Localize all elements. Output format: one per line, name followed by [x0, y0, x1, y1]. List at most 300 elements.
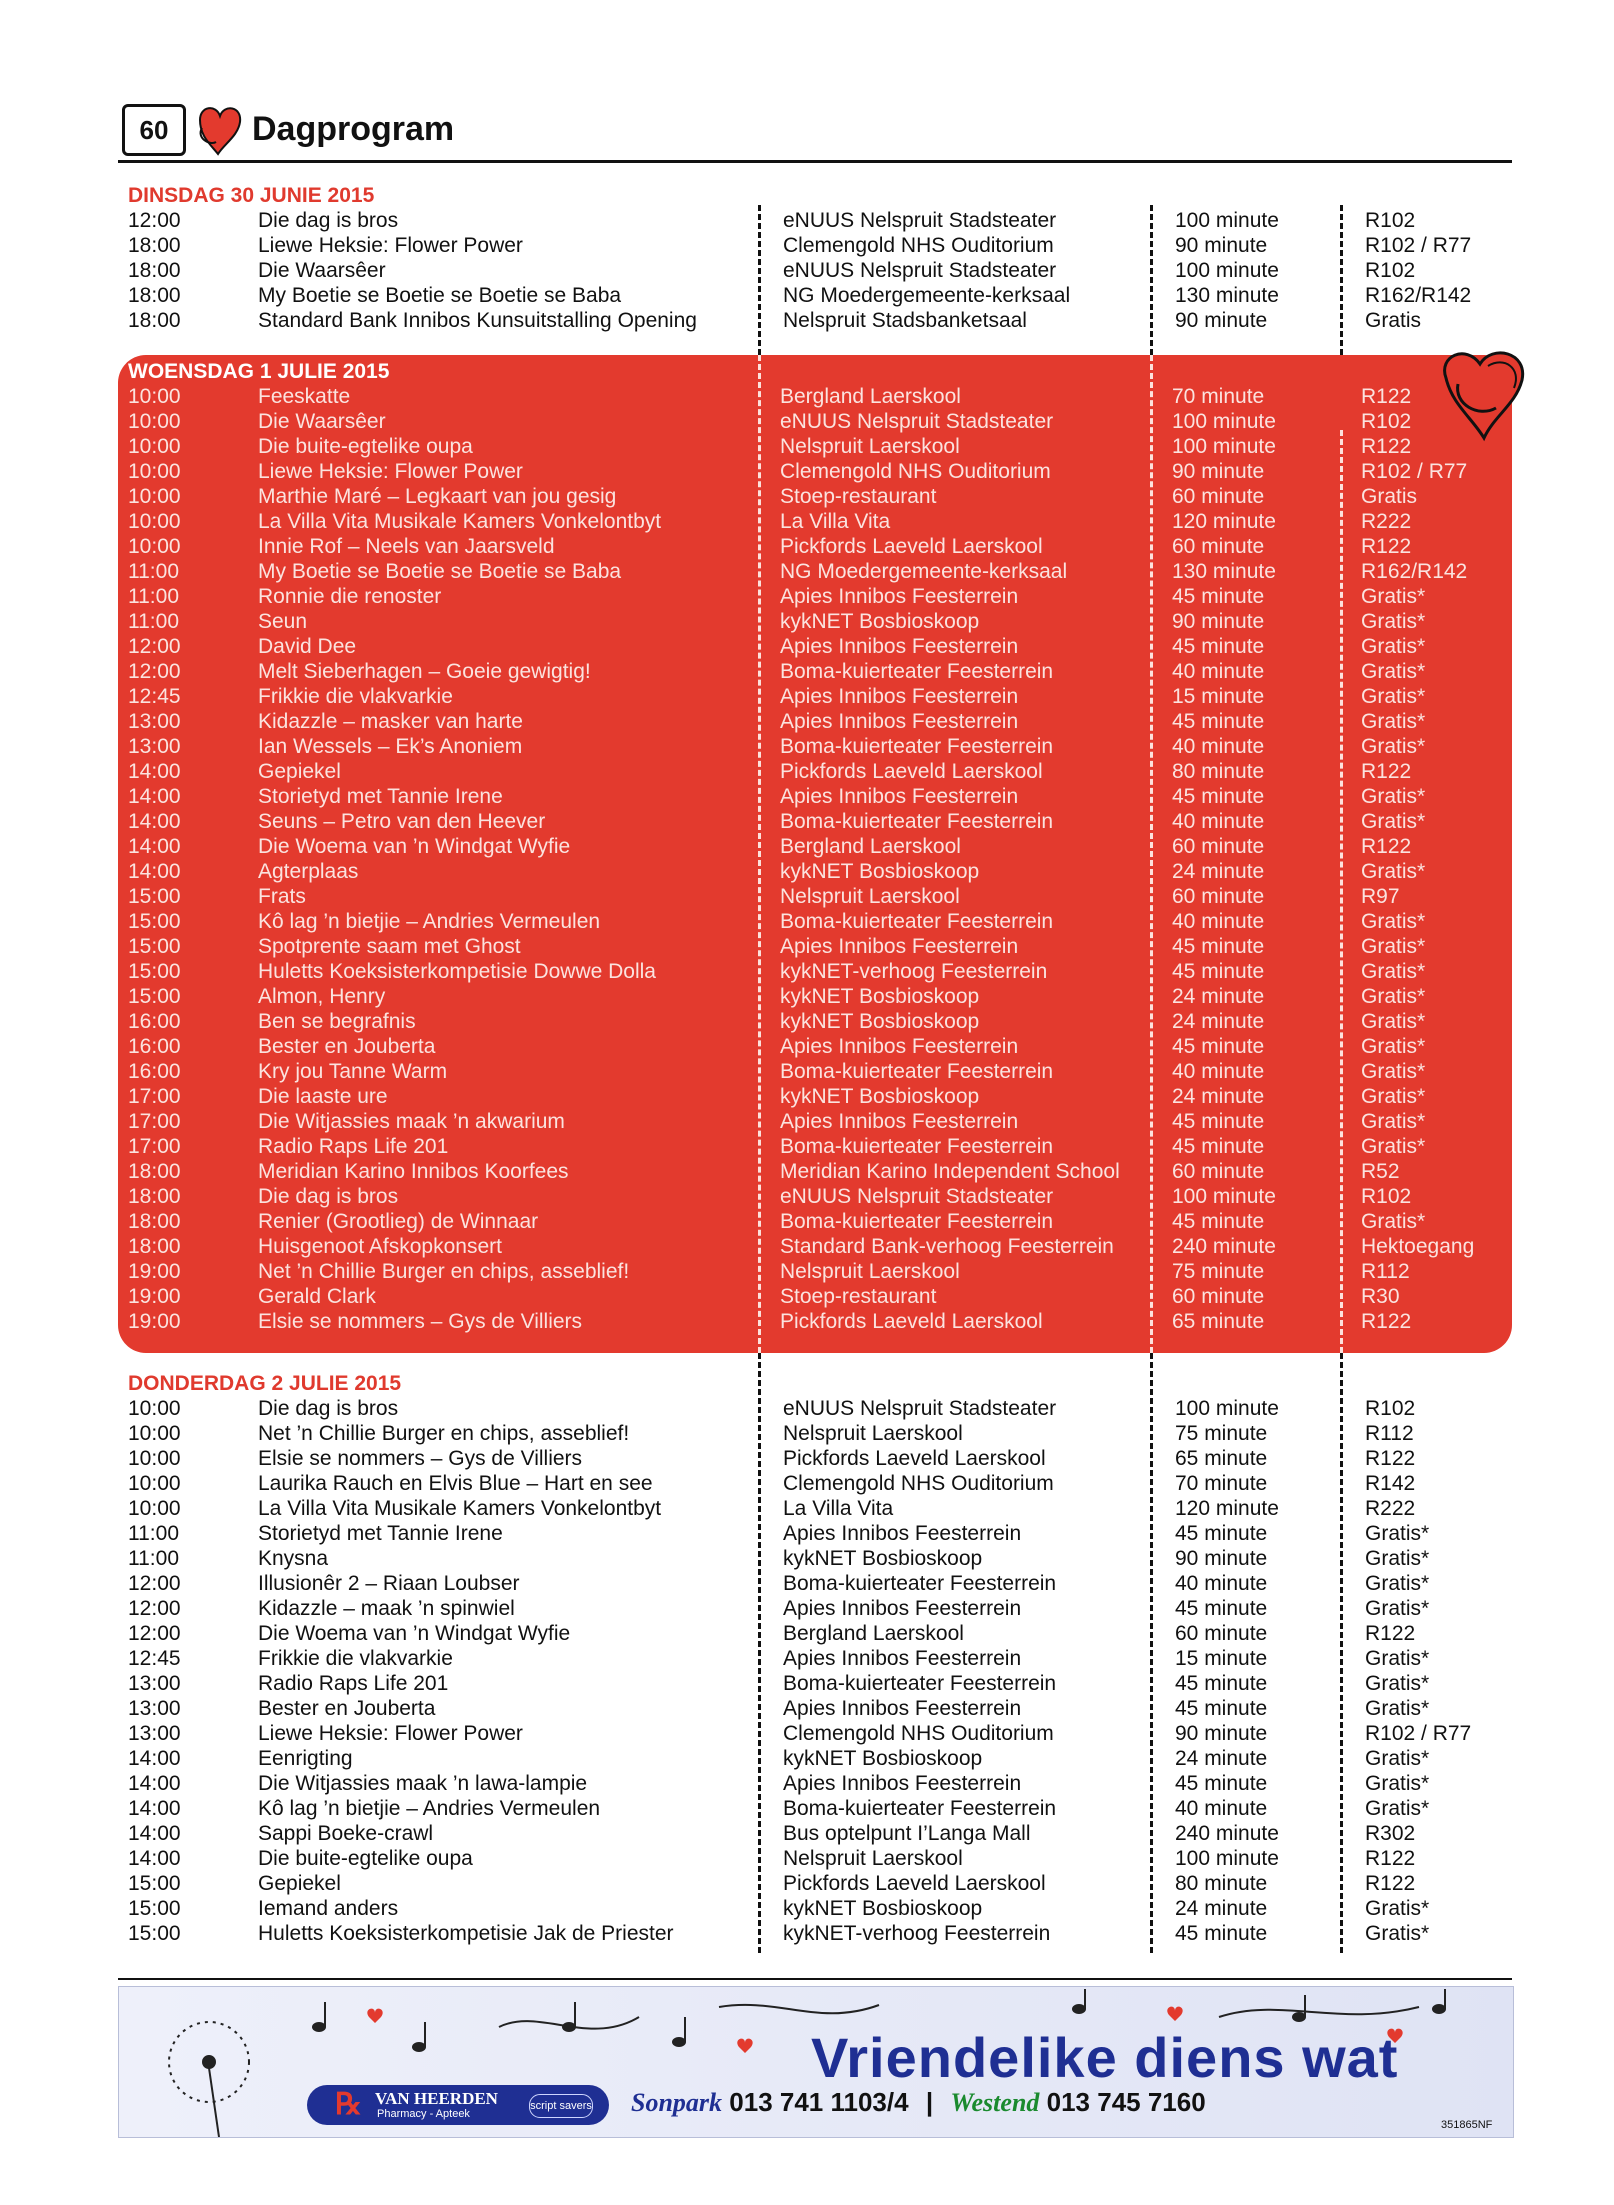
- schedule-row: [118, 734, 1512, 759]
- venue: Standard Bank-verhoog Feesterrein: [780, 1235, 1114, 1258]
- event-title: Standard Bank Innibos Kunsuitstalling Opening: [258, 309, 697, 332]
- price: R122: [1365, 1622, 1416, 1645]
- time: 14:00: [128, 760, 181, 783]
- price: R122: [1365, 1447, 1416, 1470]
- price: R122: [1365, 1847, 1416, 1870]
- time: 14:00: [128, 1772, 181, 1795]
- event-title: Elsie se nommers – Gys de Villiers: [258, 1310, 583, 1333]
- venue: Boma-kuierteater Feesterrein: [780, 910, 1054, 933]
- venue: Nelspruit Laerskool: [783, 1422, 963, 1445]
- time: 10:00: [128, 410, 181, 433]
- price: R222: [1361, 510, 1412, 533]
- duration: 100 minute: [1175, 209, 1279, 232]
- price: Gratis*: [1365, 1772, 1430, 1795]
- schedule-row: [118, 1521, 1512, 1546]
- schedule-row: [118, 1796, 1512, 1821]
- pharmacy-logo: [307, 2085, 609, 2125]
- time: 18:00: [128, 234, 181, 257]
- schedule-row: [118, 1546, 1512, 1571]
- price: R122: [1361, 435, 1412, 458]
- time: 10:00: [128, 1422, 181, 1445]
- venue: Apies Innibos Feesterrein: [780, 635, 1019, 658]
- price: R112: [1361, 1260, 1410, 1283]
- event-title: Die Witjassies maak ’n lawa-lampie: [258, 1772, 588, 1795]
- schedule-row: [118, 1496, 1512, 1521]
- venue: Apies Innibos Feesterrein: [783, 1522, 1022, 1545]
- event-title: Agterplaas: [258, 860, 359, 883]
- schedule-row: [118, 1034, 1512, 1059]
- event-title: Storietyd met Tannie Irene: [258, 785, 503, 808]
- day-heading: DONDERDAG 2 JULIE 2015: [128, 1372, 402, 1395]
- duration: 60 minute: [1172, 1285, 1265, 1308]
- venue: eNUUS Nelspruit Stadsteater: [780, 410, 1054, 433]
- price: Gratis*: [1361, 635, 1426, 658]
- contact-line: [631, 2087, 1206, 2118]
- price: Gratis*: [1365, 1797, 1430, 1820]
- duration: 40 minute: [1172, 1060, 1265, 1083]
- duration: 75 minute: [1175, 1422, 1268, 1445]
- duration: 24 minute: [1172, 860, 1265, 883]
- schedule-rows: [118, 1396, 1512, 1946]
- duration: 45 minute: [1172, 1110, 1265, 1133]
- event-title: Die dag is bros: [258, 1397, 399, 1420]
- event-title: Huletts Koeksisterkompetisie Jak de Priester: [258, 1922, 674, 1945]
- price: Gratis: [1365, 309, 1422, 332]
- time: 12:00: [128, 1622, 181, 1645]
- schedule-row: [118, 1746, 1512, 1771]
- venue: Pickfords Laeveld Laerskool: [783, 1447, 1046, 1470]
- price: R102: [1361, 1185, 1412, 1208]
- schedule-row: [118, 984, 1512, 1009]
- event-title: Die Waarsêer: [258, 410, 386, 433]
- venue: Meridian Karino Independent School: [780, 1160, 1120, 1183]
- price: R122: [1361, 535, 1412, 558]
- event-title: Die buite-egtelike oupa: [258, 435, 473, 458]
- venue: Apies Innibos Feesterrein: [780, 935, 1019, 958]
- time: 10:00: [128, 460, 181, 483]
- duration: 24 minute: [1172, 1085, 1265, 1108]
- duration: 60 minute: [1172, 485, 1265, 508]
- venue: kykNET Bosbioskoop: [780, 610, 980, 633]
- schedule-row: [118, 1184, 1512, 1209]
- time: 15:00: [128, 1897, 181, 1920]
- event-title: Elsie se nommers – Gys de Villiers: [258, 1447, 583, 1470]
- duration: 45 minute: [1172, 585, 1265, 608]
- event-title: Sappi Boeke-crawl: [258, 1822, 434, 1845]
- schedule-row: [118, 409, 1512, 434]
- event-title: Renier (Grootlieg) de Winnaar: [258, 1210, 539, 1233]
- schedule-row: [118, 809, 1512, 834]
- venue: Pickfords Laeveld Laerskool: [780, 760, 1043, 783]
- schedule-row: [118, 208, 1512, 233]
- schedule-row: [118, 709, 1512, 734]
- schedule-row: [118, 1921, 1512, 1946]
- venue: Apies Innibos Feesterrein: [780, 1110, 1019, 1133]
- time: 15:00: [128, 885, 181, 908]
- price: Gratis: [1361, 485, 1418, 508]
- schedule-row: [118, 1671, 1512, 1696]
- heart-icon: [180, 98, 250, 160]
- price: R122: [1361, 385, 1412, 408]
- duration: 45 minute: [1172, 1135, 1265, 1158]
- venue: NG Moedergemeente-kerksaal: [783, 284, 1071, 307]
- duration: 45 minute: [1172, 710, 1265, 733]
- price: R102 / R77: [1365, 1722, 1472, 1745]
- day-heading: WOENSDAG 1 JULIE 2015: [128, 360, 390, 383]
- price: R162/R142: [1361, 560, 1468, 583]
- time: 15:00: [128, 935, 181, 958]
- venue: Nelspruit Laerskool: [783, 1847, 963, 1870]
- event-title: Liewe Heksie: Flower Power: [258, 234, 523, 257]
- duration: 60 minute: [1175, 1622, 1268, 1645]
- event-title: Die Woema van ’n Windgat Wyfie: [258, 835, 571, 858]
- day-heading: DINSDAG 30 JUNIE 2015: [128, 184, 375, 207]
- duration: 40 minute: [1172, 910, 1265, 933]
- time: 15:00: [128, 960, 181, 983]
- schedule-rows: [118, 208, 1512, 333]
- price: R122: [1361, 835, 1412, 858]
- price: R102: [1365, 209, 1416, 232]
- time: 18:00: [128, 1185, 181, 1208]
- schedule-row: [118, 233, 1512, 258]
- price: R122: [1361, 760, 1412, 783]
- schedule-row: [118, 1059, 1512, 1084]
- schedule-row: [118, 784, 1512, 809]
- duration: 24 minute: [1175, 1897, 1268, 1920]
- price: Hektoegang: [1361, 1235, 1475, 1258]
- venue: kykNET-verhoog Feesterrein: [783, 1922, 1051, 1945]
- schedule-row: [118, 1621, 1512, 1646]
- duration: 40 minute: [1172, 810, 1265, 833]
- venue: Apies Innibos Feesterrein: [783, 1697, 1022, 1720]
- duration: 90 minute: [1175, 309, 1268, 332]
- event-title: Die Woema van ’n Windgat Wyfie: [258, 1622, 571, 1645]
- venue: Nelspruit Laerskool: [780, 885, 960, 908]
- price: R102: [1365, 259, 1416, 282]
- event-title: Kidazzle – masker van harte: [258, 710, 523, 733]
- event-title: Gerald Clark: [258, 1285, 376, 1308]
- venue: kykNET Bosbioskoop: [783, 1747, 983, 1770]
- branch-phone: 013 745 7160: [1046, 2087, 1206, 2117]
- price: Gratis*: [1361, 1210, 1426, 1233]
- time: 11:00: [128, 1522, 179, 1545]
- venue: Boma-kuierteater Feesterrein: [780, 660, 1054, 683]
- time: 12:00: [128, 660, 181, 683]
- schedule-row: [118, 1209, 1512, 1234]
- duration: 60 minute: [1172, 835, 1265, 858]
- price: R97: [1361, 885, 1400, 908]
- time: 13:00: [128, 1722, 181, 1745]
- time: 16:00: [128, 1010, 181, 1033]
- schedule-row: [118, 258, 1512, 283]
- venue: Nelspruit Laerskool: [780, 1260, 960, 1283]
- schedule-row: [118, 434, 1512, 459]
- venue: Clemengold NHS Ouditorium: [783, 1722, 1054, 1745]
- time: 14:00: [128, 1797, 181, 1820]
- ad-code: 351865NF: [1441, 2119, 1493, 2131]
- time: 16:00: [128, 1035, 181, 1058]
- event-title: Laurika Rauch en Elvis Blue – Hart en see: [258, 1472, 653, 1495]
- venue: Pickfords Laeveld Laerskool: [780, 1310, 1043, 1333]
- event-title: Seun: [258, 610, 308, 633]
- time: 18:00: [128, 1160, 181, 1183]
- script-savers-badge: script savers: [529, 2094, 593, 2118]
- duration: 100 minute: [1175, 1397, 1279, 1420]
- duration: 90 minute: [1175, 1547, 1268, 1570]
- event-title: Iemand anders: [258, 1897, 399, 1920]
- duration: 90 minute: [1175, 234, 1268, 257]
- schedule-row: [118, 1871, 1512, 1896]
- duration: 240 minute: [1172, 1235, 1276, 1258]
- price: Gratis*: [1365, 1697, 1430, 1720]
- time: 15:00: [128, 910, 181, 933]
- rx-icon: ℞: [335, 2088, 362, 2121]
- event-title: Gepiekel: [258, 1872, 341, 1895]
- time: 17:00: [128, 1135, 181, 1158]
- time: 11:00: [128, 1547, 179, 1570]
- duration: 70 minute: [1175, 1472, 1268, 1495]
- duration: 90 minute: [1172, 460, 1265, 483]
- schedule-row: [118, 1259, 1512, 1284]
- duration: 60 minute: [1172, 885, 1265, 908]
- event-title: Spotprente saam met Ghost: [258, 935, 521, 958]
- duration: 130 minute: [1175, 284, 1279, 307]
- venue: Boma-kuierteater Feesterrein: [780, 735, 1054, 758]
- schedule-row: [118, 1896, 1512, 1921]
- schedule-row: [118, 759, 1512, 784]
- schedule-row: [118, 1771, 1512, 1796]
- duration: 45 minute: [1172, 1035, 1265, 1058]
- time: 10:00: [128, 510, 181, 533]
- price: Gratis*: [1365, 1747, 1430, 1770]
- time: 10:00: [128, 1472, 181, 1495]
- duration: 15 minute: [1175, 1647, 1268, 1670]
- schedule-row: [118, 509, 1512, 534]
- duration: 45 minute: [1175, 1522, 1268, 1545]
- schedule-row: [118, 584, 1512, 609]
- schedule-row: [118, 1396, 1512, 1421]
- time: 14:00: [128, 835, 181, 858]
- venue: Apies Innibos Feesterrein: [783, 1772, 1022, 1795]
- schedule-row: [118, 1696, 1512, 1721]
- schedule-row: [118, 684, 1512, 709]
- event-title: Innie Rof – Neels van Jaarsveld: [258, 535, 555, 558]
- venue: kykNET Bosbioskoop: [783, 1897, 983, 1920]
- pharmacy-name: VAN HEERDEN: [375, 2089, 498, 2108]
- venue: Nelspruit Laerskool: [780, 435, 960, 458]
- duration: 24 minute: [1172, 985, 1265, 1008]
- event-title: David Dee: [258, 635, 357, 658]
- schedule-row: [118, 534, 1512, 559]
- duration: 100 minute: [1172, 435, 1276, 458]
- venue: Boma-kuierteater Feesterrein: [780, 1210, 1054, 1233]
- price: Gratis*: [1361, 1060, 1426, 1083]
- schedule-row: [118, 609, 1512, 634]
- time: 18:00: [128, 1235, 181, 1258]
- duration: 90 minute: [1172, 610, 1265, 633]
- time: 10:00: [128, 535, 181, 558]
- schedule-row: [118, 1421, 1512, 1446]
- venue: Bergland Laerskool: [780, 385, 961, 408]
- venue: Bus optelpunt I’Langa Mall: [783, 1822, 1031, 1845]
- price: R102 / R77: [1361, 460, 1468, 483]
- venue: eNUUS Nelspruit Stadsteater: [780, 1185, 1054, 1208]
- price: Gratis*: [1365, 1672, 1430, 1695]
- event-title: Frikkie die vlakvarkie: [258, 1647, 453, 1670]
- time: 19:00: [128, 1260, 181, 1283]
- duration: 240 minute: [1175, 1822, 1279, 1845]
- event-title: Die dag is bros: [258, 1185, 399, 1208]
- venue: Bergland Laerskool: [783, 1622, 964, 1645]
- time: 17:00: [128, 1085, 181, 1108]
- price: R162/R142: [1365, 284, 1472, 307]
- price: Gratis*: [1361, 1035, 1426, 1058]
- price: Gratis*: [1365, 1522, 1430, 1545]
- venue: Apies Innibos Feesterrein: [780, 710, 1019, 733]
- event-title: Huisgenoot Afskopkonsert: [258, 1235, 502, 1258]
- price: Gratis*: [1361, 985, 1426, 1008]
- schedule-row: [118, 1846, 1512, 1871]
- price: Gratis*: [1361, 935, 1426, 958]
- price: R122: [1365, 1872, 1416, 1895]
- time: 10:00: [128, 435, 181, 458]
- time: 19:00: [128, 1310, 181, 1333]
- price: Gratis*: [1361, 660, 1426, 683]
- venue: kykNET-verhoog Feesterrein: [780, 960, 1048, 983]
- price: R30: [1361, 1285, 1400, 1308]
- schedule-row: [118, 884, 1512, 909]
- price: R122: [1361, 1310, 1412, 1333]
- price: Gratis*: [1361, 735, 1426, 758]
- time: 13:00: [128, 1697, 181, 1720]
- price: R302: [1365, 1822, 1416, 1845]
- price: Gratis*: [1361, 960, 1426, 983]
- event-title: Feeskatte: [258, 385, 351, 408]
- event-title: Frikkie die vlakvarkie: [258, 685, 453, 708]
- event-title: Gepiekel: [258, 760, 341, 783]
- branch-name: Westend: [950, 2088, 1040, 2117]
- venue: Clemengold NHS Ouditorium: [783, 234, 1054, 257]
- time: 18:00: [128, 284, 181, 307]
- event-title: Liewe Heksie: Flower Power: [258, 1722, 523, 1745]
- venue: La Villa Vita: [780, 510, 891, 533]
- duration: 45 minute: [1172, 1210, 1265, 1233]
- event-title: Marthie Maré – Legkaart van jou gesig: [258, 485, 617, 508]
- duration: 45 minute: [1172, 785, 1265, 808]
- schedule-row: [118, 1571, 1512, 1596]
- price: Gratis*: [1361, 1085, 1426, 1108]
- duration: 60 minute: [1172, 535, 1265, 558]
- price: Gratis*: [1361, 610, 1426, 633]
- price: Gratis*: [1361, 585, 1426, 608]
- price: R142: [1365, 1472, 1416, 1495]
- page-number: 60: [122, 104, 186, 156]
- schedule-row: [118, 1309, 1512, 1334]
- duration: 130 minute: [1172, 560, 1276, 583]
- separator: |: [925, 2087, 934, 2117]
- duration: 45 minute: [1175, 1597, 1268, 1620]
- duration: 45 minute: [1175, 1922, 1268, 1945]
- event-title: Radio Raps Life 201: [258, 1672, 449, 1695]
- page-title: Dagprogram: [252, 110, 455, 148]
- price: R222: [1365, 1497, 1416, 1520]
- event-title: Almon, Henry: [258, 985, 386, 1008]
- duration: 45 minute: [1172, 635, 1265, 658]
- time: 16:00: [128, 1060, 181, 1083]
- duration: 100 minute: [1172, 410, 1276, 433]
- venue: kykNET Bosbioskoop: [780, 860, 980, 883]
- event-title: Die laaste ure: [258, 1085, 388, 1108]
- price: Gratis*: [1361, 1135, 1426, 1158]
- time: 14:00: [128, 810, 181, 833]
- time: 13:00: [128, 735, 181, 758]
- time: 17:00: [128, 1110, 181, 1133]
- schedule-row: [118, 1471, 1512, 1496]
- price: R102: [1361, 410, 1412, 433]
- price: R102: [1365, 1397, 1416, 1420]
- price: Gratis*: [1361, 785, 1426, 808]
- duration: 65 minute: [1175, 1447, 1268, 1470]
- duration: 80 minute: [1172, 760, 1265, 783]
- schedule-row: [118, 459, 1512, 484]
- time: 18:00: [128, 1210, 181, 1233]
- price: Gratis*: [1361, 910, 1426, 933]
- schedule-row: [118, 1446, 1512, 1471]
- event-title: Liewe Heksie: Flower Power: [258, 460, 523, 483]
- duration: 80 minute: [1175, 1872, 1268, 1895]
- event-title: Kry jou Tanne Warm: [258, 1060, 448, 1083]
- time: 10:00: [128, 485, 181, 508]
- duration: 15 minute: [1172, 685, 1265, 708]
- venue: Pickfords Laeveld Laerskool: [783, 1872, 1046, 1895]
- event-title: Die buite-egtelike oupa: [258, 1847, 473, 1870]
- time: 19:00: [128, 1285, 181, 1308]
- event-title: Eenrigting: [258, 1747, 353, 1770]
- time: 14:00: [128, 1747, 181, 1770]
- time: 12:00: [128, 1572, 181, 1595]
- time: 10:00: [128, 1497, 181, 1520]
- duration: 45 minute: [1172, 935, 1265, 958]
- event-title: Ronnie die renoster: [258, 585, 442, 608]
- venue: Apies Innibos Feesterrein: [780, 785, 1019, 808]
- duration: 100 minute: [1175, 259, 1279, 282]
- event-title: Radio Raps Life 201: [258, 1135, 449, 1158]
- venue: Boma-kuierteater Feesterrein: [783, 1572, 1057, 1595]
- time: 10:00: [128, 385, 181, 408]
- price: R52: [1361, 1160, 1400, 1183]
- schedule-row: [118, 1596, 1512, 1621]
- schedule-row: [118, 1109, 1512, 1134]
- event-title: Storietyd met Tannie Irene: [258, 1522, 503, 1545]
- price: Gratis*: [1365, 1897, 1430, 1920]
- time: 12:00: [128, 635, 181, 658]
- duration: 120 minute: [1172, 510, 1276, 533]
- schedule-row: [118, 1134, 1512, 1159]
- price: Gratis*: [1361, 1110, 1426, 1133]
- event-title: Frats: [258, 885, 306, 908]
- venue: eNUUS Nelspruit Stadsteater: [783, 259, 1057, 282]
- event-title: Bester en Jouberta: [258, 1035, 436, 1058]
- venue: Boma-kuierteater Feesterrein: [780, 810, 1054, 833]
- time: 11:00: [128, 610, 179, 633]
- branch-name: Sonpark: [631, 2088, 723, 2117]
- price: Gratis*: [1365, 1572, 1430, 1595]
- event-title: Die dag is bros: [258, 209, 399, 232]
- duration: 40 minute: [1175, 1797, 1268, 1820]
- time: 10:00: [128, 1447, 181, 1470]
- time: 10:00: [128, 1397, 181, 1420]
- venue: Apies Innibos Feesterrein: [780, 685, 1019, 708]
